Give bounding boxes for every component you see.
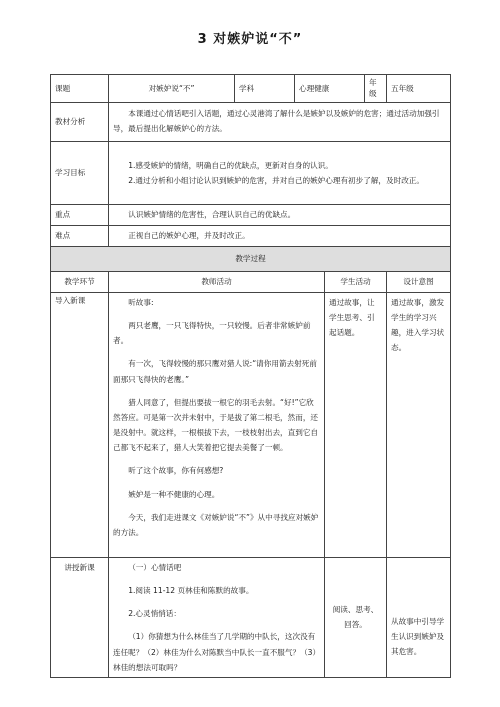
course-label: 课题 bbox=[51, 75, 109, 103]
difficulty-row bbox=[51, 225, 451, 246]
new-lesson-paragraph: 1.阅读 11-12 页林佳和陈默的故事。 bbox=[128, 585, 254, 595]
difficulty-label: 难点 bbox=[51, 225, 109, 246]
page-title: 3 对嫉妒说“不” bbox=[197, 32, 303, 47]
new-lesson-design-intent: 从故事中引导学生认识到嫉妒及其危害。 bbox=[387, 557, 451, 677]
course-value: 对嫉妒说“不” bbox=[109, 75, 235, 103]
analysis-text: 本课通过心情话吧引入话题，通过心灵港湾了解什么是嫉妒以及嫉妒的危害；通过活动加强引导，最后提出化解嫉妒心的方法。 bbox=[113, 109, 440, 133]
new-lesson-teacher-activity bbox=[109, 557, 325, 677]
grade-value: 五年级 bbox=[387, 75, 451, 103]
subject-value: 心理健康 bbox=[295, 75, 365, 103]
key-point-label: 重点 bbox=[51, 204, 109, 225]
intro-paragraph: 有一次，飞得较慢的那只鹰对猎人说:“请你用箭去射死前面那只飞得快的老鹰。” bbox=[113, 359, 317, 384]
header-stage: 教学环节 bbox=[51, 271, 109, 292]
difficulty-text: 正视自己的嫉妒心理，并及时改正。 bbox=[128, 231, 250, 241]
new-lesson-row bbox=[51, 557, 451, 677]
subject-label: 学科 bbox=[235, 75, 295, 103]
intro-paragraph: 嫉妒是一种不健康的心理。 bbox=[128, 489, 220, 499]
intro-teacher-activity bbox=[109, 292, 325, 557]
header-student: 学生活动 bbox=[325, 271, 387, 292]
intro-student-activity: 通过故事，让学生思考、引起话题。 bbox=[325, 292, 387, 557]
grade-label: 年级 bbox=[365, 75, 387, 103]
intro-paragraph: 今天，我们走进课文《对嫉妒说“不”》从中寻找应对嫉妒的方法。 bbox=[113, 512, 319, 538]
lesson-plan-table bbox=[50, 74, 451, 678]
process-header-row bbox=[51, 246, 451, 271]
key-point-cell bbox=[109, 204, 451, 225]
analysis-label: 教材分析 bbox=[51, 102, 109, 141]
goal-item: 2.通过分析和小组讨论认识到嫉妒的危害，并对自己的嫉妒心理有初步了解，及时改正。 bbox=[128, 175, 424, 185]
process-column-headers bbox=[51, 271, 451, 292]
analysis-cell bbox=[109, 102, 451, 141]
intro-paragraph: 两只老鹰，一只飞得特快，一只较慢。后者非常嫉妒前者。 bbox=[113, 320, 311, 346]
new-lesson-stage: 讲授新课 bbox=[51, 557, 109, 677]
intro-design-intent: 通过故事，激发学生的学习兴趣，进入学习状态。 bbox=[387, 292, 451, 557]
new-lesson-student-activity: 阅读、思考、回答。 bbox=[325, 557, 387, 677]
goals-label: 学习目标 bbox=[51, 141, 109, 204]
goal-item: 1.感受嫉妒的情绪，明确自己的优缺点，更新对自身的认识。 bbox=[128, 160, 333, 170]
header-intent: 设计意图 bbox=[387, 271, 451, 292]
new-lesson-paragraph: 2.心灵悄悄话： bbox=[128, 609, 181, 619]
goals-row bbox=[51, 141, 451, 204]
intro-paragraph: 听了这个故事，你有何感想? bbox=[128, 466, 224, 476]
intro-paragraph: 听故事: bbox=[128, 297, 154, 307]
process-title: 教学过程 bbox=[51, 246, 451, 271]
new-lesson-paragraph: （1）你猜想为什么林佳当了几学期的中队长，这次没有连任呢？（2）林佳为什么对陈默当中队长一直不服气？（3）林佳的想法可取吗？ bbox=[113, 632, 317, 672]
intro-stage: 导入新课 bbox=[51, 292, 109, 557]
header-teacher: 教师活动 bbox=[109, 271, 325, 292]
meta-row bbox=[51, 75, 451, 103]
key-point-row bbox=[51, 204, 451, 225]
difficulty-cell bbox=[109, 225, 451, 246]
new-lesson-paragraph: （一）心情话吧 bbox=[128, 562, 182, 572]
goals-cell bbox=[109, 141, 451, 204]
key-point-text: 认识嫉妒情绪的危害性，合理认识自己的优缺点。 bbox=[128, 210, 296, 220]
intro-paragraph: 猎人同意了，但提出要拔一根它的羽毛去射。“好!”它欣然答应。可是第一次并未射中，于是拔了第二根毛，然而，还是没射中。就这样，一根根拔下去，一枝枝射出去，直到它自己都飞不起来了，猎人大笑着把它提去美餐了一顿。 bbox=[113, 397, 319, 453]
intro-row bbox=[51, 292, 451, 557]
analysis-row bbox=[51, 102, 451, 141]
